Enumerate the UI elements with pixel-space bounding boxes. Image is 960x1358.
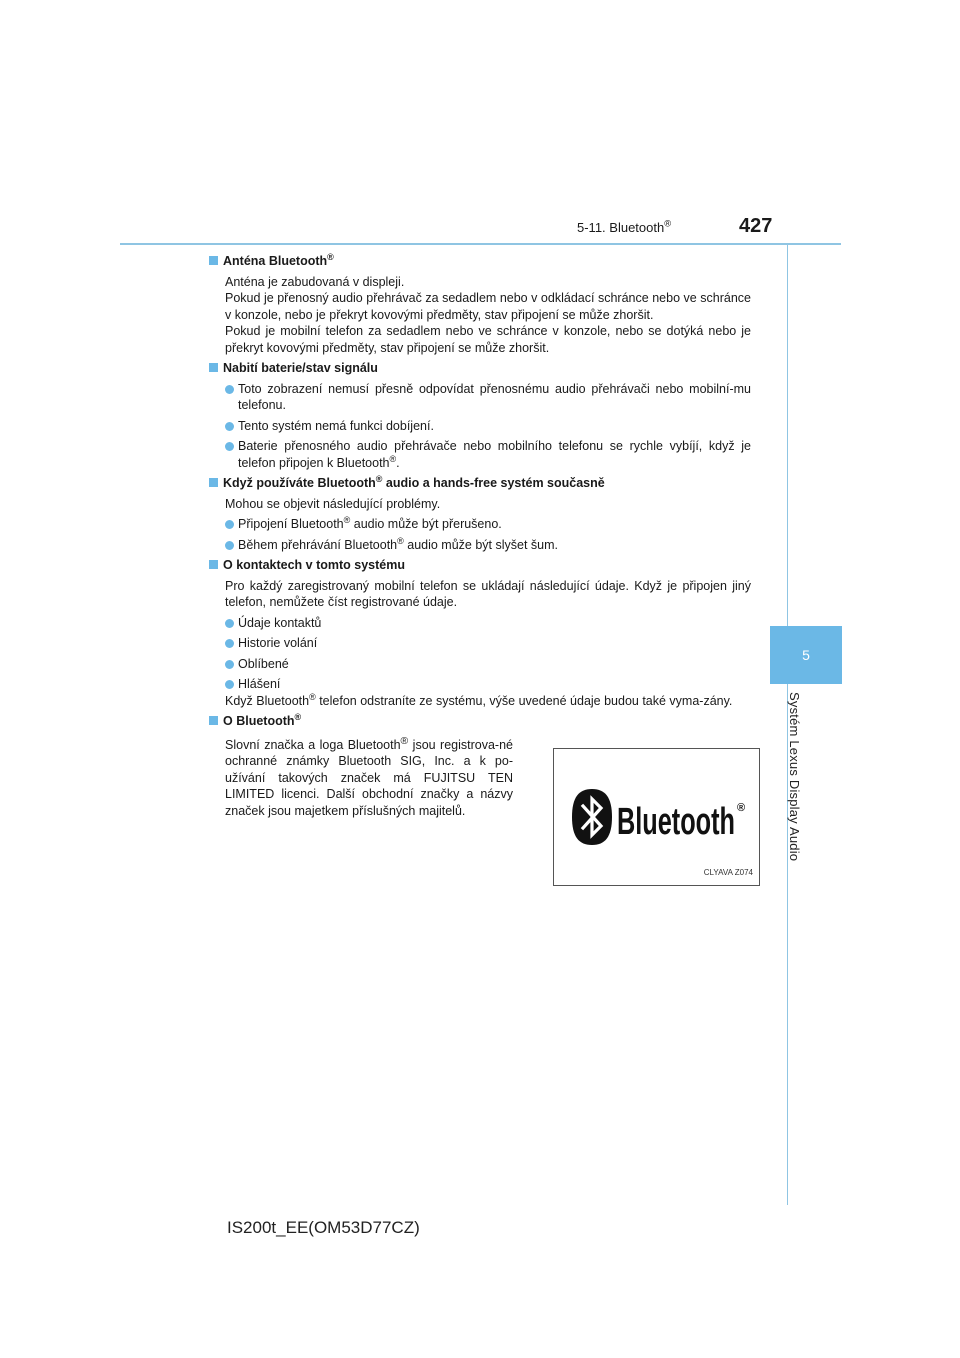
trademark-notice (225, 734, 513, 886)
header-rule (120, 243, 841, 245)
section-title-registered: ® (664, 218, 672, 229)
section-heading (209, 253, 751, 270)
section-heading (209, 475, 751, 492)
heading-text: O Bluetooth (223, 714, 295, 728)
about-row (225, 734, 751, 886)
paragraph: Pokud je přenosný audio přehrávač za sedadlem nebo v odkládací schránce nebo ve schránce v konzole, nebo je překryt kovovými předměty, stav připojení se může zhoršit. (225, 291, 751, 322)
section-simultaneous-use (209, 475, 751, 553)
trademark-text-end: jsou registrova-né ochranné známky Bluetooth SIG, Inc. a k po-užívání takových značek má FUJITSU TEN LIMITED licenci. Další obchodní značky a názvy značek jsou majetkem příslušných majitelů. (225, 737, 513, 818)
registered-mark: ® (327, 251, 334, 262)
square-bullet-icon (209, 716, 218, 725)
list-item (225, 438, 751, 471)
square-bullet-icon (209, 256, 218, 265)
page-number: 427 (739, 215, 773, 237)
list-item-text: Baterie přenosného audio přehrávače nebo mobilního telefonu se rychle vybíjí, když je telefon připojen k Bluetooth (238, 439, 751, 470)
heading-text: Anténa Bluetooth (223, 254, 328, 268)
list-item-text: Toto zobrazení nemusí přesně odpovídat přenosnému audio přehrávači nebo mobilní-mu telefonu. (238, 381, 751, 412)
trademark-text: Slovní značka a loga Bluetooth (225, 737, 401, 752)
list-item-text: Připojení Bluetooth (238, 517, 344, 531)
round-bullet-icon (225, 639, 234, 648)
model-code: IS200t_EE(OM53D77CZ) (227, 1218, 420, 1237)
logo-wordmark: Bluetooth (617, 800, 735, 843)
section-title-text: 5-11. Bluetooth (577, 220, 665, 235)
round-bullet-icon (225, 422, 234, 431)
list-item-text: Hlášení (238, 677, 281, 691)
list-item-text: Historie volání (238, 636, 318, 650)
list-item-text-end: audio může být slyšet šum. (403, 537, 559, 552)
list-item (225, 537, 751, 554)
bluetooth-logo-figure (553, 748, 760, 886)
section-heading (209, 360, 751, 377)
list-item-text: Údaje kontaktů (238, 615, 322, 630)
heading-text-end: audio a hands-free systém současně (382, 476, 605, 490)
paragraph: Pokud je mobilní telefon za sedadlem nebo ve schránce v konzole, nebo se dotýká nebo je překryt kovovými předměty, stav připojení se může zhoršit. (225, 324, 751, 355)
paragraph: Mohou se objevit následující problémy. (225, 496, 441, 511)
list-item (225, 656, 751, 673)
round-bullet-icon (225, 442, 234, 451)
registered-mark: ® (389, 453, 397, 464)
paragraph: Anténa je zabudovaná v displeji. (225, 274, 405, 289)
registered-mark: ® (343, 514, 351, 525)
image-code: CLYAVA Z074 (703, 868, 753, 877)
list-item (225, 615, 751, 632)
registered-mark: ® (294, 711, 302, 722)
list-item-text: Během přehrávání Bluetooth (238, 537, 398, 552)
section-contacts (209, 557, 751, 709)
round-bullet-icon (225, 385, 234, 394)
section-heading (209, 713, 751, 730)
registered-mark: ® (309, 691, 316, 702)
list-item-text: Tento systém nemá funkci dobíjení. (238, 418, 434, 433)
round-bullet-icon (225, 541, 234, 550)
page-content (209, 253, 751, 889)
section-title (577, 220, 671, 235)
chapter-number: 5 (802, 647, 810, 663)
paragraph: Pro každý zaregistrovaný mobilní telefon se ukládají následující údaje. Když je připojen jiný telefon, nemůžete číst registrované údaje. (225, 578, 751, 609)
square-bullet-icon (209, 363, 218, 372)
list-item-text-end: . (396, 455, 400, 470)
section-battery (209, 360, 751, 471)
round-bullet-icon (225, 660, 234, 669)
heading-text: Když používáte Bluetooth (223, 476, 376, 490)
registered-mark: ® (400, 735, 409, 747)
round-bullet-icon (225, 619, 234, 628)
section-heading (209, 557, 751, 574)
list-item (225, 676, 751, 693)
paragraph-text-end: telefon odstraníte ze systému, výše uvedené údaje budou také vyma-zány. (315, 693, 733, 708)
section-antenna (209, 253, 751, 356)
list-item-text: Oblíbené (238, 656, 289, 671)
registered-mark: ® (375, 473, 383, 484)
list-item (225, 418, 751, 435)
list-item-text-end: audio může být přerušeno. (350, 517, 502, 531)
heading-text: Nabití baterie/stav signálu (223, 361, 378, 375)
list-item (225, 516, 751, 533)
paragraph (225, 693, 751, 710)
square-bullet-icon (209, 478, 218, 487)
registered-mark: ® (397, 535, 404, 546)
list-item (225, 635, 751, 652)
round-bullet-icon (225, 680, 234, 689)
round-bullet-icon (225, 520, 234, 529)
heading-text: O kontaktech v tomto systému (223, 558, 405, 572)
chapter-title: Systém Lexus Display Audio (787, 692, 802, 862)
list-item (225, 381, 751, 414)
logo-registered-mark: ® (737, 801, 746, 814)
paragraph-text: Když Bluetooth (225, 693, 310, 708)
section-about-bluetooth (209, 713, 751, 886)
chapter-tab (770, 626, 842, 684)
square-bullet-icon (209, 560, 218, 569)
